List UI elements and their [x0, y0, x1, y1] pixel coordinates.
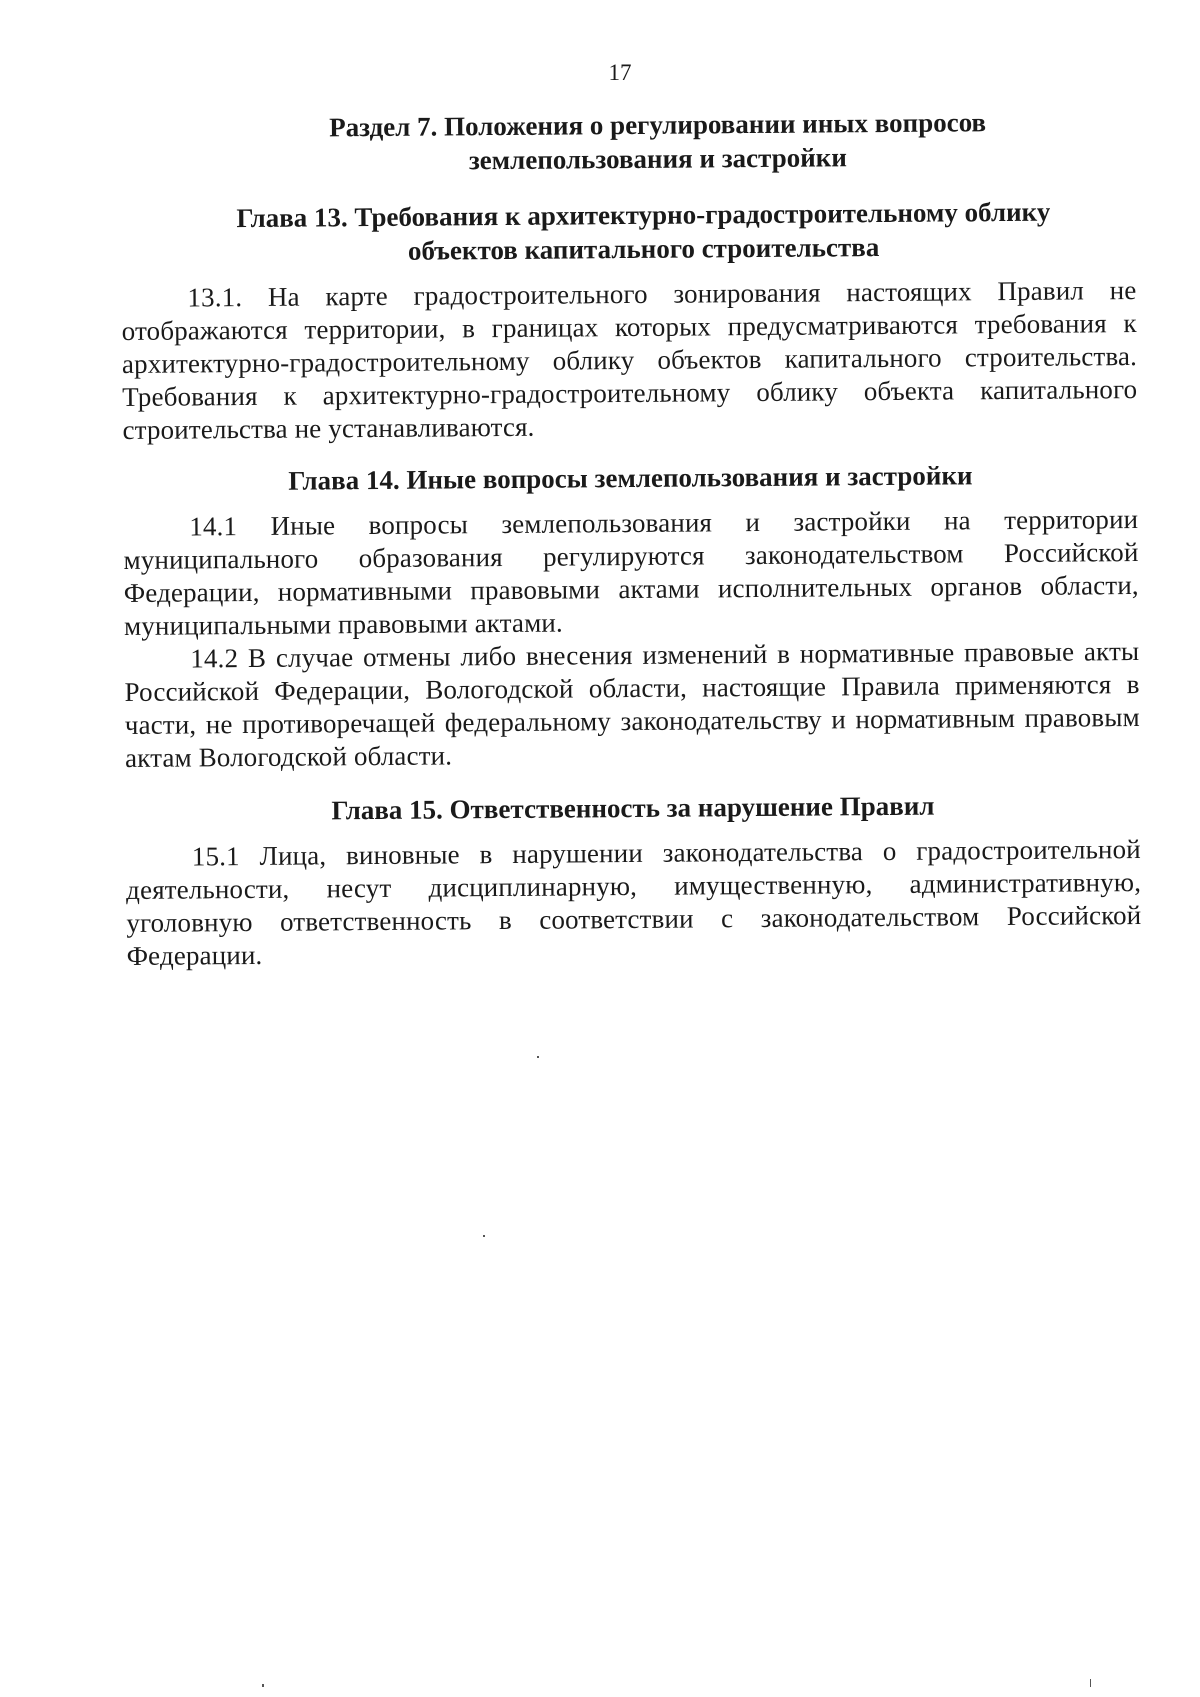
document-body: [120, 104, 1142, 973]
scan-speck: [537, 1056, 539, 1058]
paragraph-15-1: 15.1 Лица, виновные в нарушении законодательства о градостроительной деятельности, несут дисциплинарную, имущественную, административную, уголовную ответственность в соответствии с законодательством Российской Федерации.: [125, 834, 1142, 971]
paragraph-14-1: 14.1 Иные вопросы землепользования и застройки на территории муниципального образования регулируются законодательством Российской Федерации, нормативными правовыми актами исполнительных органов области, муниципальными правовыми актами.: [123, 504, 1139, 641]
section-heading-line-2: землепользования и застройки: [468, 142, 847, 176]
section-heading: [180, 104, 1136, 179]
chapter-15-heading: Глава 15. Ответственность за нарушение Правил: [331, 790, 935, 826]
chapter-13-heading: [151, 194, 1137, 270]
paragraph-14-2: 14.2 В случае отмены либо внесения изменений в нормативные правовые акты Российской Федерации, Вологодской области, настоящие Правила применяются в части, не противоречащей федеральному законодательству и нормативным правовым актам Вологодской области.: [124, 636, 1140, 773]
paragraph-13-1: 13.1. На карте градостроительного зонирования настоящих Правил не отображаются территории, в границах которых предусматриваются требования к архитектурно-градостроительному облику объектов капитального строительства. Требования к архитектурно-градостроительному облику объекта капитального строительства не устанавливаются.: [121, 275, 1138, 445]
page-number: 17: [608, 60, 632, 85]
chapter-14-heading: Глава 14. Иные вопросы землепользования и застройки: [288, 460, 973, 496]
scan-speck: [262, 1684, 264, 1687]
scan-speck: [483, 1235, 485, 1237]
section-heading-line-1: Раздел 7. Положения о регулировании иных вопросов: [329, 107, 987, 143]
chapter-13-heading-line-1: Глава 13. Требования к архитектурно-градостроительному облику: [236, 196, 1051, 234]
chapter-13-heading-line-2: объектов капитального строительства: [407, 232, 880, 266]
scan-speck: [1090, 1679, 1091, 1687]
